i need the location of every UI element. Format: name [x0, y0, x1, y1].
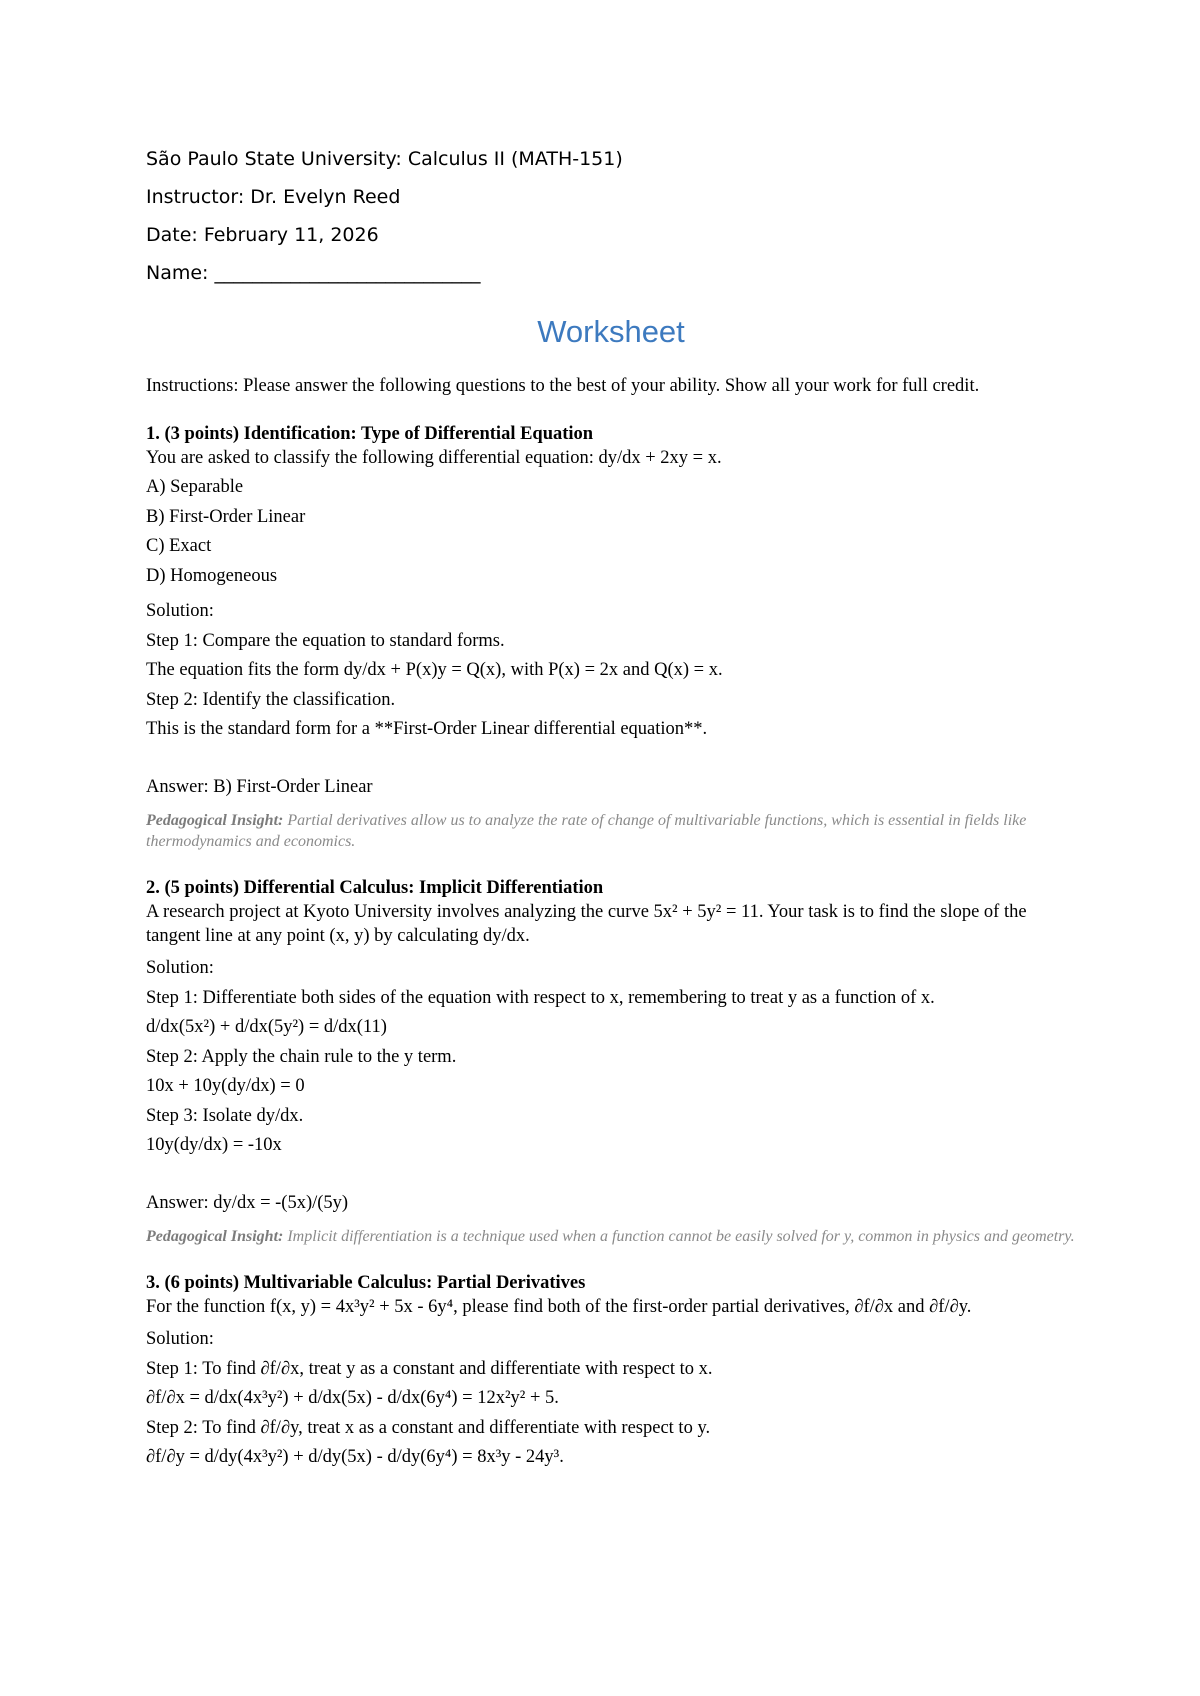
- question-3: [146, 1271, 1076, 1473]
- option-a: A) Separable: [146, 477, 244, 497]
- pedagogical-insight: [146, 810, 1076, 852]
- solution-step: d/dx(5x²) + d/dx(5y²) = d/dx(11): [146, 1017, 387, 1037]
- answer-line: Answer: dy/dx = -(5x)/(5y): [146, 1192, 349, 1213]
- solution-step: ∂f/∂x = d/dx(4x³y²) + d/dx(5x) - d/dx(6y⁴) = 12x²y² + 5.: [146, 1388, 559, 1408]
- solution-label: Solution:: [146, 958, 214, 978]
- solution-step: Step 1: To find ∂f/∂x, treat y as a constant and differentiate with respect to x.: [146, 1358, 713, 1379]
- solution-step: Step 2: Identify the classification.: [146, 689, 396, 710]
- solution-step: The equation fits the form dy/dx + P(x)y = Q(x), with P(x) = 2x and Q(x) = x.: [146, 660, 723, 680]
- worksheet-page: [146, 140, 1076, 1473]
- question-1-text: You are asked to classify the following differential equation: dy/dx + 2xy = x.: [146, 448, 722, 468]
- question-1-title: 1. (3 points) Identification: Type of Differential Equation: [146, 424, 594, 444]
- question-3-text: For the function f(x, y) = 4x³y² + 5x - 6y⁴, please find both of the first-order partial derivatives, ∂f/∂x and ∂f/∂y.: [146, 1297, 972, 1317]
- question-2-text: A research project at Kyoto University involves analyzing the curve 5x² + 5y² = 11. Your task is to find the slope of the tangent line at any point (x, y) by calculating dy/dx.: [146, 902, 1027, 946]
- solution-step: Step 3: Isolate dy/dx.: [146, 1105, 304, 1126]
- solution-step: 10y(dy/dx) = -10x: [146, 1135, 282, 1155]
- solution-step: Step 1: Differentiate both sides of the equation with respect to x, remembering to treat y as a function of x.: [146, 987, 935, 1008]
- course-header: São Paulo State University: Calculus II (MATH-151): [146, 148, 623, 170]
- solution-step: ∂f/∂y = d/dy(4x³y²) + d/dy(5x) - d/dy(6y⁴) = 8x³y - 24y³.: [146, 1447, 564, 1467]
- question-1: [146, 422, 1076, 852]
- insight-text: Partial derivatives allow us to analyze the rate of change of multivariable functions, which is essential in fields like thermodynamics and economics.: [146, 812, 1027, 850]
- page-title: Worksheet: [537, 314, 685, 349]
- instructions: Instructions: Please answer the following questions to the best of your ability. Show all your work for full credit.: [146, 376, 980, 396]
- option-c: C) Exact: [146, 536, 212, 556]
- question-2: [146, 876, 1076, 1247]
- solution-label: Solution:: [146, 601, 214, 621]
- option-b: B) First-Order Linear: [146, 506, 306, 527]
- question-3-title: 3. (6 points) Multivariable Calculus: Partial Derivatives: [146, 1273, 586, 1293]
- instructor-line: Instructor: Dr. Evelyn Reed: [146, 186, 401, 208]
- answer-line: Answer: B) First-Order Linear: [146, 776, 373, 797]
- solution-step: This is the standard form for a **First-Order Linear differential equation**.: [146, 719, 708, 739]
- solution-step: Step 2: Apply the chain rule to the y term.: [146, 1046, 457, 1067]
- solution-step: Step 1: Compare the equation to standard forms.: [146, 630, 505, 651]
- solution-step: Step 2: To find ∂f/∂y, treat x as a constant and differentiate with respect to y.: [146, 1417, 711, 1438]
- name-line: Name: ____________________________: [146, 262, 481, 284]
- solution-step: 10x + 10y(dy/dx) = 0: [146, 1076, 305, 1096]
- solution-label: Solution:: [146, 1329, 214, 1349]
- insight-label: Pedagogical Insight:: [146, 1228, 284, 1245]
- pedagogical-insight: [146, 1226, 1076, 1247]
- insight-text: Implicit differentiation is a technique used when a function cannot be easily solved for y, common in physics and geometry.: [283, 1228, 1075, 1245]
- insight-label: Pedagogical Insight:: [146, 812, 284, 829]
- option-d: D) Homogeneous: [146, 565, 278, 586]
- question-2-title: 2. (5 points) Differential Calculus: Implicit Differentiation: [146, 878, 604, 898]
- date-line: Date: February 11, 2026: [146, 224, 379, 246]
